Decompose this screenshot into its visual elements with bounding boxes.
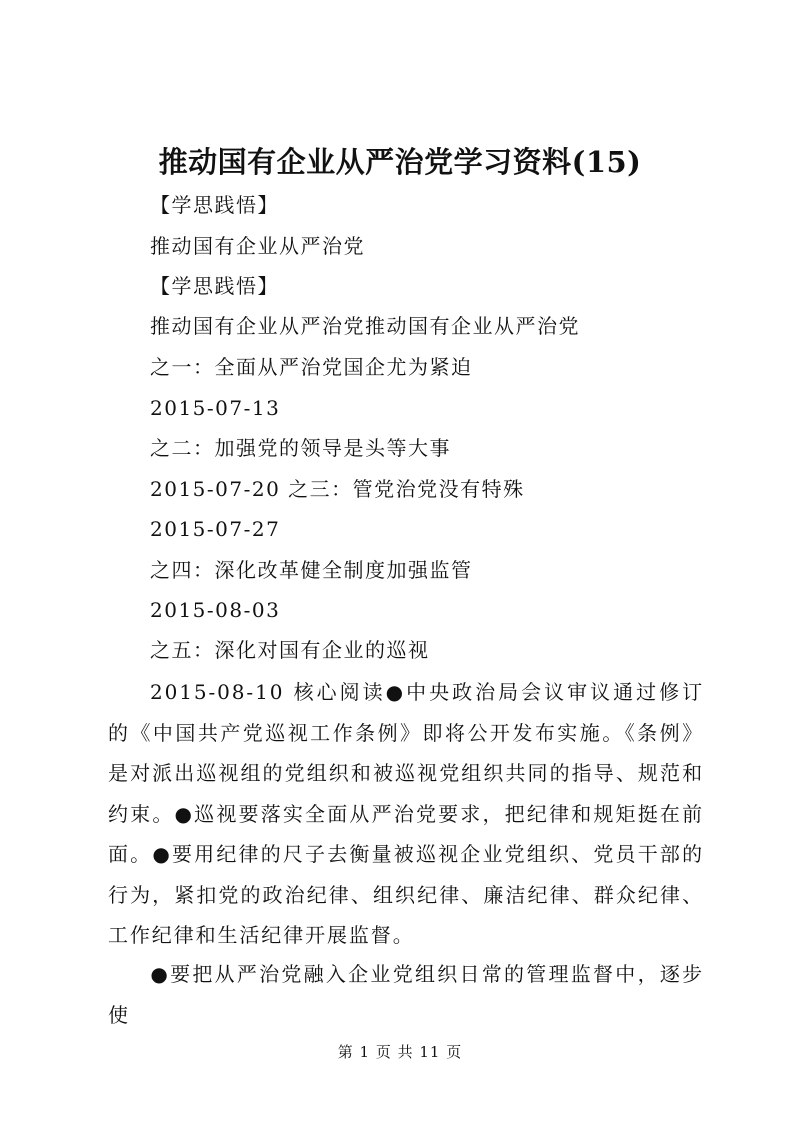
date-line: 2015-07-13 [150,396,281,420]
text-line: 推动国有企业从严治党 [150,234,365,258]
text-line: 之一：全面从严治党国企尤为紧迫 [150,355,473,379]
text-line: 之二：加强党的领导是头等大事 [150,436,451,460]
page-number-footer: 第 1 页 共 11 页 [337,1043,463,1061]
paragraph-text: ●要把从严治党融入企业党组织日常的管理监督中，逐步使 [108,962,704,1027]
body-paragraph [108,954,704,1035]
text-line: 2015-07-20 之三：管党治党没有特殊 [150,477,525,501]
text-line: 之四：深化改革健全制度加强监管 [150,558,473,582]
body-paragraph [108,672,704,956]
section-heading: 【学思践悟】 [150,193,279,217]
section-heading: 【学思践悟】 [150,274,279,298]
document-title: 推动国有企业从严治党学习资料(15) [158,145,642,179]
paragraph-text: 2015-08-10 核心阅读●中央政治局会议审议通过修订的《中国共产党巡视工作条例》即将公开发布实施。《条例》是对派出巡视组的党组织和被巡视党组织共同的指导、规范和约束。●巡视要落实全面从严治党要求，把纪律和规矩挺在前面。●要用纪律的尺子去衡量被巡视企业党组织、党员干部的行为，紧扣党的政治纪律、组织纪律、廉洁纪律、群众纪律、工作纪律和生活纪律开展监督。 [108,680,704,947]
text-line: 推动国有企业从严治党推动国有企业从严治党 [150,314,580,338]
date-line: 2015-07-27 [150,517,281,541]
date-line: 2015-08-03 [150,598,281,622]
text-line: 之五：深化对国有企业的巡视 [150,638,430,662]
